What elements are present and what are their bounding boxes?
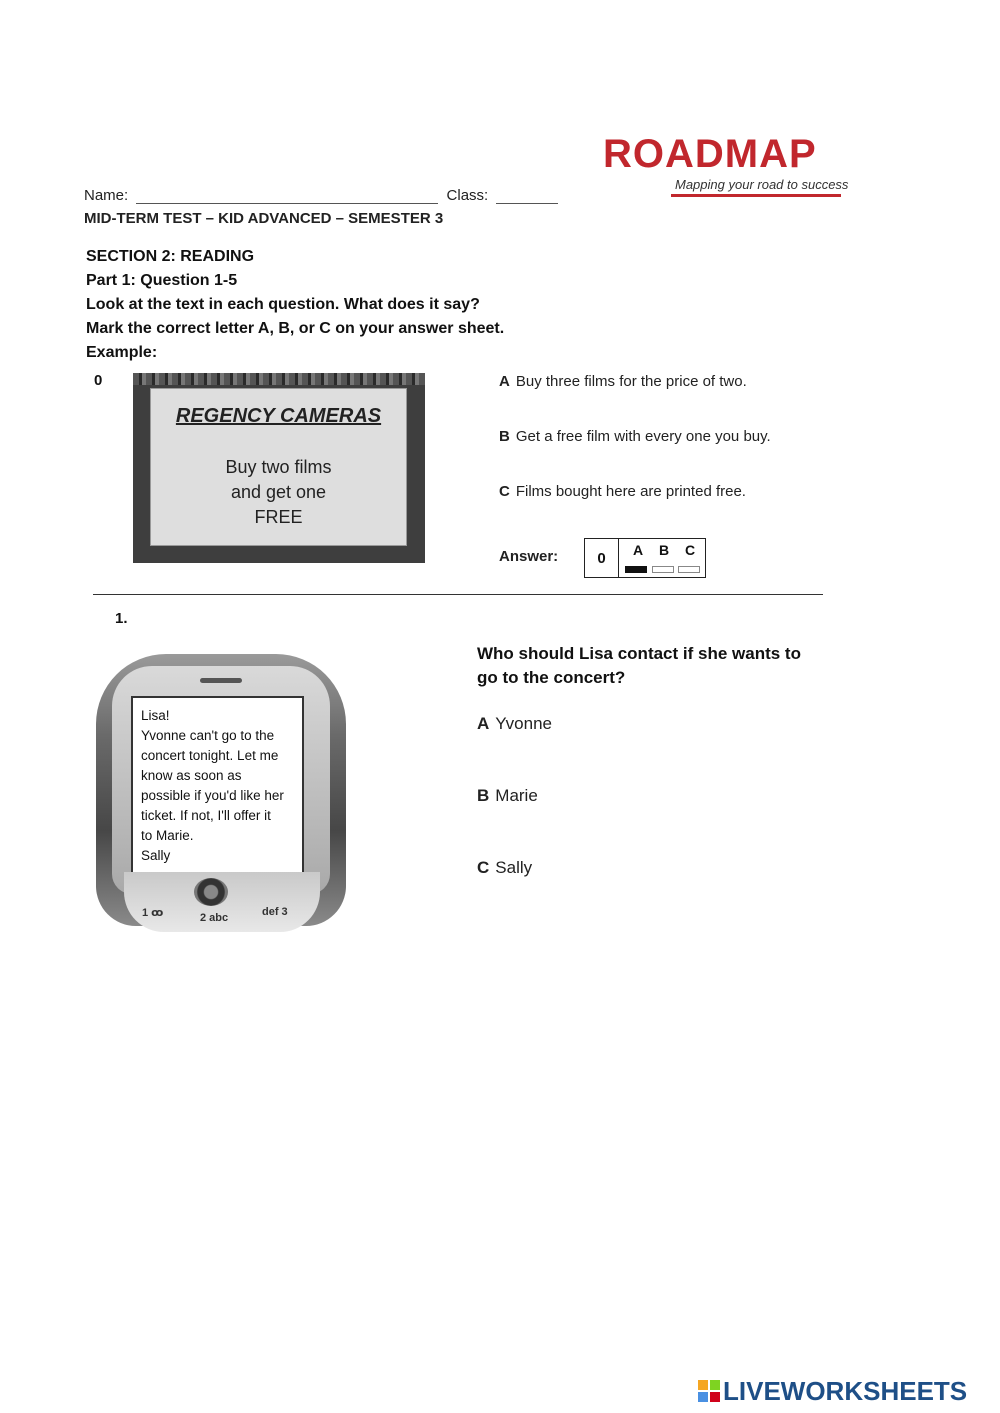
sign-body bbox=[151, 455, 406, 530]
answer-mark-a[interactable] bbox=[625, 566, 647, 573]
question-option-c[interactable] bbox=[477, 858, 532, 878]
answer-mark-b[interactable] bbox=[652, 566, 674, 573]
answer-letters bbox=[625, 542, 703, 558]
option-letter: B bbox=[477, 786, 490, 805]
question-line-2: go to the concert? bbox=[477, 668, 626, 687]
sign-line: FREE bbox=[254, 507, 303, 527]
option-letter: A bbox=[499, 373, 510, 390]
liveworksheets-icon bbox=[698, 1380, 720, 1402]
logo-underline bbox=[671, 194, 841, 197]
question-line-1: Who should Lisa contact if she wants to bbox=[477, 644, 801, 663]
watermark-text: LIVEWORKSHEETS bbox=[723, 1376, 968, 1406]
message-line: to Marie. bbox=[141, 828, 194, 843]
question-option-a[interactable] bbox=[477, 714, 552, 734]
option-text: Films bought here are printed free. bbox=[515, 483, 746, 500]
example-label: Example: bbox=[86, 344, 158, 361]
message-line: concert tonight. Let me bbox=[141, 748, 279, 763]
answer-label: Answer: bbox=[499, 548, 559, 565]
answer-box bbox=[584, 538, 706, 578]
name-field[interactable] bbox=[136, 189, 438, 204]
sign-line: Buy two films bbox=[225, 457, 332, 477]
phone-screen bbox=[131, 696, 304, 876]
question-number: 1. bbox=[115, 610, 128, 627]
regency-sign bbox=[150, 388, 407, 546]
option-text: Sally bbox=[495, 858, 533, 877]
text-message bbox=[141, 706, 284, 866]
answer-letter-c: C bbox=[684, 542, 696, 558]
option-text: Buy three films for the price of two. bbox=[515, 373, 747, 390]
option-letter: C bbox=[477, 858, 490, 877]
message-line: Sally bbox=[141, 848, 171, 863]
message-line: possible if you'd like her bbox=[141, 788, 284, 803]
answer-letter-a: A bbox=[632, 542, 644, 558]
option-letter: C bbox=[499, 483, 510, 500]
phone-nav-button bbox=[194, 878, 228, 906]
message-line: ticket. If not, I'll offer it bbox=[141, 808, 271, 823]
key-3: def 3 bbox=[262, 906, 288, 918]
logo-wordmark: ROADMAP bbox=[603, 132, 817, 176]
logo-tagline: Mapping your road to success bbox=[675, 177, 849, 192]
question-option-b[interactable] bbox=[477, 786, 538, 806]
instruction-2: Mark the correct letter A, B, or C on your answer sheet. bbox=[86, 320, 505, 337]
part-title: Part 1: Question 1-5 bbox=[86, 272, 238, 289]
sign-line: and get one bbox=[230, 482, 327, 502]
example-option-a bbox=[499, 373, 747, 390]
option-letter: B bbox=[499, 428, 510, 445]
test-title: MID-TERM TEST – KID ADVANCED – SEMESTER 3 bbox=[84, 210, 444, 227]
class-field[interactable] bbox=[496, 189, 558, 204]
message-line: Lisa! bbox=[141, 708, 170, 723]
sign-photo-texture bbox=[133, 373, 425, 385]
option-letter: A bbox=[477, 714, 490, 733]
answer-letter-b: B bbox=[658, 542, 670, 558]
roadmap-logo bbox=[603, 130, 849, 200]
section-title: SECTION 2: READING bbox=[86, 248, 255, 265]
answer-mark-c[interactable] bbox=[678, 566, 700, 573]
class-label: Class: bbox=[446, 187, 489, 204]
key-1: 1 ꝏ bbox=[142, 907, 164, 919]
sign-title: REGENCY CAMERAS bbox=[175, 405, 382, 427]
message-line: know as soon as bbox=[141, 768, 242, 783]
answer-number: 0 bbox=[585, 539, 619, 577]
example-option-c bbox=[499, 483, 746, 500]
key-2: 2 abc bbox=[200, 912, 229, 924]
option-text: Marie bbox=[495, 786, 538, 805]
question-text bbox=[477, 642, 801, 690]
example-option-b bbox=[499, 428, 771, 445]
phone-speaker bbox=[200, 678, 242, 683]
message-line: Yvonne can't go to the bbox=[141, 728, 275, 743]
section-divider bbox=[93, 594, 823, 595]
name-class-line bbox=[84, 187, 558, 204]
example-number: 0 bbox=[94, 372, 103, 389]
instruction-1: Look at the text in each question. What does it say? bbox=[86, 296, 480, 313]
mobile-phone-illustration bbox=[90, 650, 352, 942]
option-text: Get a free film with every one you buy. bbox=[515, 428, 771, 445]
name-label: Name: bbox=[84, 187, 129, 204]
option-text: Yvonne bbox=[495, 714, 553, 733]
